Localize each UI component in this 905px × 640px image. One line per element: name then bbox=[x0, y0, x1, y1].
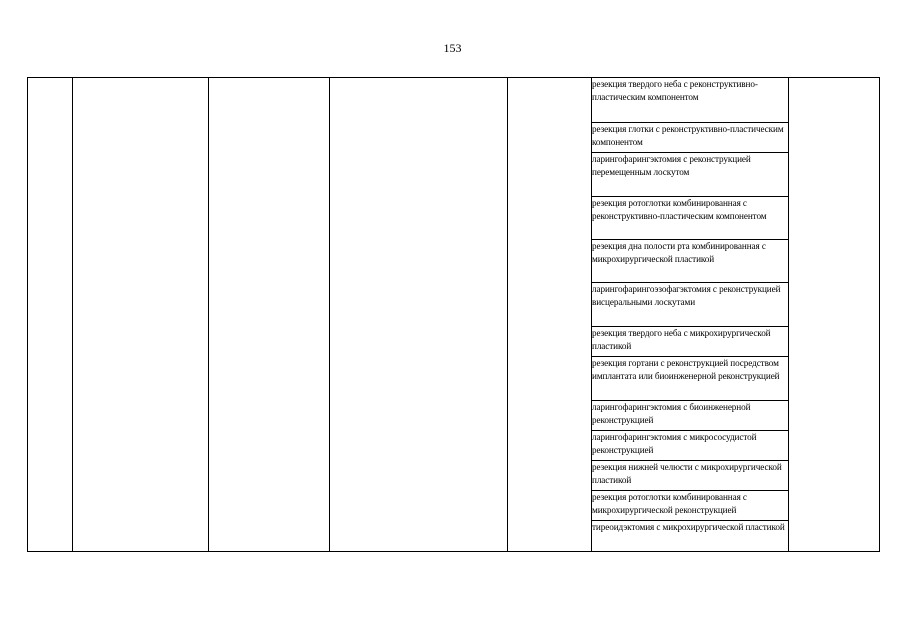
col-3-cell bbox=[209, 78, 330, 552]
procedure-cell: тиреоидэктомия с микрохирургической пластикой bbox=[592, 521, 789, 552]
col-4-cell bbox=[330, 78, 508, 552]
procedure-cell: ларингофарингоэзофагэктомия с реконструкцией висцеральными лоскутами bbox=[592, 283, 789, 327]
col-2-cell bbox=[73, 78, 209, 552]
procedure-cell: резекция дна полости рта комбинированная с микрохирургической пластикой bbox=[592, 240, 789, 283]
procedure-cell: резекция ротоглотки комбинированная с реконструктивно-пластическим компонентом bbox=[592, 197, 789, 240]
procedure-cell: резекция нижней челюсти с микрохирургической пластикой bbox=[592, 461, 789, 491]
col-5-cell bbox=[508, 78, 592, 552]
procedure-cell: резекция глотки с реконструктивно-пластическим компонентом bbox=[592, 123, 789, 153]
procedure-cell: ларингофарингэктомия с реконструкцией перемещенным лоскутом bbox=[592, 153, 789, 197]
procedure-cell: резекция твердого неба с микрохирургической пластикой bbox=[592, 327, 789, 357]
col-7-cell bbox=[789, 78, 880, 552]
col-1-cell bbox=[28, 78, 73, 552]
procedure-cell: резекция гортани с реконструкцией посредством имплантата или биоинженерной реконструкцией bbox=[592, 357, 789, 401]
procedure-cell: ларингофарингэктомия с биоинженерной реконструкцией bbox=[592, 401, 789, 431]
procedure-cell: ларингофарингэктомия с микрососудистой реконструкцией bbox=[592, 431, 789, 461]
table-row bbox=[28, 78, 880, 123]
page-number: 153 bbox=[443, 41, 462, 55]
procedure-cell: резекция твердого неба с реконструктивно-пластическим компонентом bbox=[592, 78, 789, 123]
procedures-table bbox=[27, 77, 880, 552]
procedure-cell: резекция ротоглотки комбинированная с микрохирургической реконструкцией bbox=[592, 491, 789, 521]
